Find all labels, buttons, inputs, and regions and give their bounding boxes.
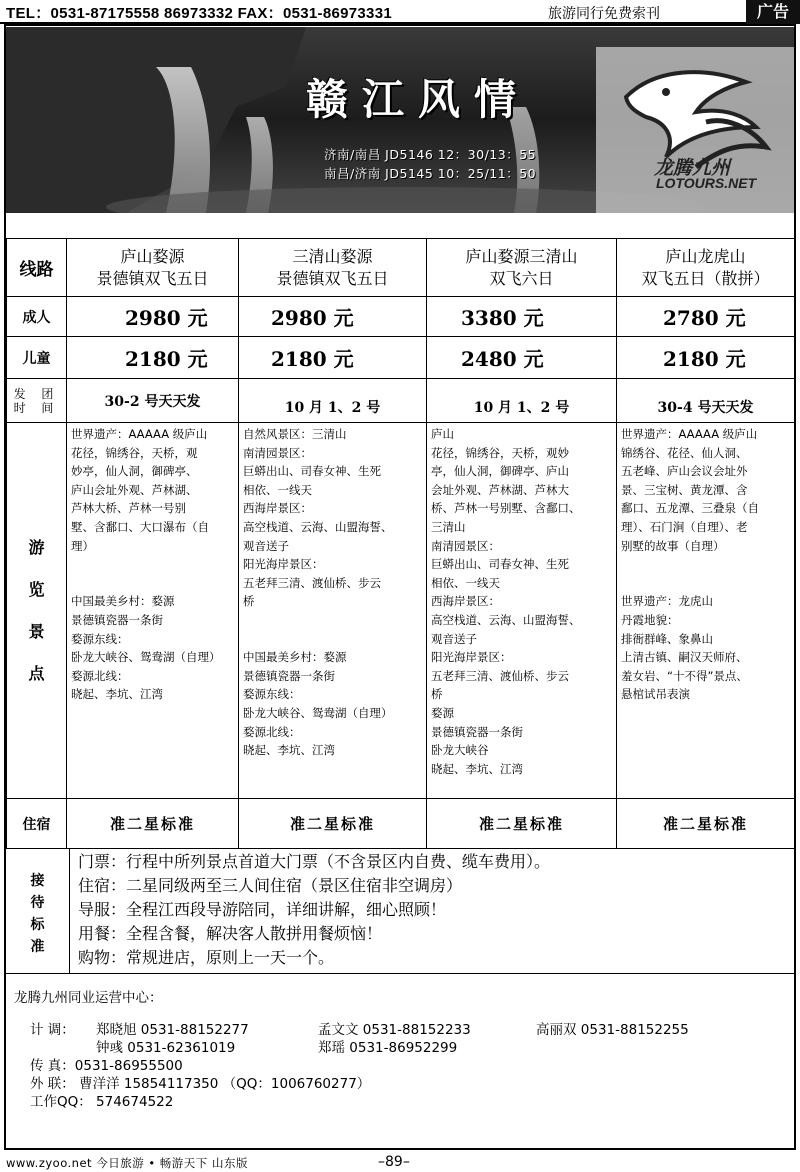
- contact-numbers: TEL：0531-87175558 86973332 FAX：0531-86973331: [6, 5, 392, 22]
- adult-price-row: [7, 297, 795, 337]
- adult-price-2: 2980 元: [239, 297, 427, 337]
- outreach-contact: 外 联： 曹洋洋 15854117350 （QQ：1006760277）: [30, 1076, 371, 1092]
- fax-number: 传 真：0531-86955500: [30, 1058, 183, 1074]
- child-price-3: 2480 元: [427, 337, 617, 379]
- stay-1: 准二星标准: [67, 799, 239, 849]
- route-label: 线路: [7, 239, 67, 297]
- spots-route-1: 世界遗产：AAAAA 级庐山 花径，锦绣谷，天桥，观 妙亭，仙人洞，御碑亭、 庐山会址外观、芦林湖、 芦林大桥、芦林一号别 墅、含鄱口、大口瀑布（自 理） 中国最美乡村：婺源 景德镇瓷器一条街 婺源东线： 卧龙大峡谷、鸳鸯湖（自理） 婺源北线： 晓起、李坑、江湾: [67, 423, 239, 799]
- flight-outbound: 济南/南昌 JD5146 12：30/13：55: [324, 147, 537, 162]
- stay-row: [7, 799, 795, 849]
- adult-label: 成人: [7, 297, 67, 337]
- departure-2: 10 月 1、2 号: [239, 379, 427, 423]
- spots-label-char: 游: [28, 537, 45, 557]
- child-price-4: 2180 元: [617, 337, 795, 379]
- departure-1: 30-2 号天天发: [67, 379, 239, 423]
- banner-title: 赣江风情: [306, 75, 531, 124]
- route-2: 三清山婺源 景德镇双飞五日: [239, 239, 427, 297]
- spots-row: [7, 423, 795, 799]
- route-row: [7, 239, 795, 297]
- departure-row: [7, 379, 795, 423]
- route-3: 庐山婺源三清山 双飞六日: [427, 239, 617, 297]
- top-bar: [0, 0, 800, 24]
- standard-tickets: 门票：行程中所列景点首道大门票（不含景区内自费、缆车费用）。: [78, 852, 551, 871]
- departure-4: 30-4 号天天发: [617, 379, 795, 423]
- brand-name: 龙腾九州: [654, 157, 731, 179]
- child-price-1: 2180 元: [67, 337, 239, 379]
- spots-label-char: 景: [28, 621, 45, 641]
- stay-3: 准二星标准: [427, 799, 617, 849]
- hero-banner: [6, 27, 794, 213]
- standards-label: [6, 848, 70, 974]
- page-number: –89–: [378, 1154, 410, 1170]
- departure-3: 10 月 1、2 号: [427, 379, 617, 423]
- page-footer: [0, 1152, 800, 1172]
- standards-label-char: 准: [30, 939, 45, 955]
- spots-route-4: 世界遗产：AAAAA 级庐山 锦绣谷、花径、仙人洞、 五老峰、庐山会议会址外 景、三宝树、黄龙潭、含 鄱口、五龙潭、三叠泉（自 理）、石门涧（自理）、老 别墅的故事（自理） 世界遗产：龙虎山 丹霞地貌： 排衙群峰、象鼻山 上清古镇、嗣汉天师府、 羞女岩、“十不得”景点、 悬棺试吊表演: [617, 423, 795, 799]
- stay-label: 住宿: [7, 799, 67, 849]
- contact-meng-wenwen: 孟文文 0531-88152233: [318, 1022, 471, 1038]
- flight-return: 南昌/济南 JD5145 10：25/11：50: [324, 166, 537, 181]
- spots-label-char: 点: [28, 663, 45, 683]
- operations-title: 龙腾九州同业运营中心：: [14, 990, 163, 1006]
- spots-route-2: 自然风景区：三清山 南清园景区： 巨蟒出山、司春女神、生死 相依、一线天 西海岸景区： 高空栈道、云海、山盟海誓、 观音送子 阳光海岸景区： 五老拜三清、渡仙桥、步云 桥 中国最美乡村：婺源 景德镇瓷器一条街 婺源东线： 卧龙大峡谷、鸳鸯湖（自理） 婺源北线： 晓起、李坑、江湾: [239, 423, 427, 799]
- standard-guide: 导服：全程江西段导游陪同，详细讲解，细心照顾！: [78, 900, 447, 919]
- ad-tag: 广告: [746, 0, 800, 24]
- standards-label-char: 待: [30, 895, 45, 911]
- contact-zheng-xiaoxu: 郑晓旭 0531-88152277: [96, 1022, 249, 1038]
- free-magazine-slogan: 旅游同行免费索刊: [548, 6, 660, 22]
- standard-shopping: 购物：常规进店，原则上一天一个。: [78, 948, 335, 967]
- contact-zheng-yao: 郑瑶 0531-86952299: [318, 1040, 458, 1056]
- footer-url: www.zyoo.net 今日旅游 • 畅游天下 山东版: [6, 1156, 248, 1170]
- spots-label: [7, 423, 67, 799]
- adult-price-3: 3380 元: [427, 297, 617, 337]
- child-price-2: 2180 元: [239, 337, 427, 379]
- service-standards: [6, 848, 794, 974]
- standards-label-char: 标: [30, 917, 45, 933]
- child-price-row: [7, 337, 795, 379]
- route-4: 庐山龙虎山 双飞五日（散拼）: [617, 239, 795, 297]
- contact-gao-lishuang: 高丽双 0531-88152255: [536, 1022, 689, 1038]
- standard-lodging: 住宿：二星同级两至三人间住宿（景区住宿非空调房）: [78, 876, 463, 895]
- adult-price-4: 2780 元: [617, 297, 795, 337]
- standard-meals: 用餐：全程含餐，解决客人散拼用餐烦恼！: [78, 924, 383, 943]
- child-label: 儿童: [7, 337, 67, 379]
- work-qq: 工作QQ： 574674522: [30, 1094, 174, 1110]
- standards-label-char: 接: [30, 873, 45, 889]
- stay-4: 准二星标准: [617, 799, 795, 849]
- departure-label: 发 团 时 间: [7, 379, 67, 423]
- standards-list: [78, 850, 550, 970]
- contact-zhong-yu: 钟彧 0531-62361019: [96, 1040, 236, 1056]
- brand-url: LOTOURS.NET: [656, 175, 757, 191]
- tour-table: [6, 238, 795, 849]
- plan-label: 计 调：: [30, 1022, 75, 1038]
- stay-2: 准二星标准: [239, 799, 427, 849]
- route-1: 庐山婺源 景德镇双飞五日: [67, 239, 239, 297]
- adult-price-1: 2980 元: [67, 297, 239, 337]
- spots-route-3: 庐山 花径，锦绣谷，天桥，观妙 亭，仙人洞，御碑亭、庐山 会址外观、芦林湖、芦林大 桥、芦林一号别墅、含鄱口、 三清山 南清园景区： 巨蟒出山、司春女神、生死 相依、一线天 西海岸景区： 高空栈道、云海、山盟海誓、 观音送子 阳光海岸景区： 五老拜三清、渡仙桥、步云 桥 婺源 景德镇瓷器一条街 卧龙大峡谷 晓起、李坑、江湾: [427, 423, 617, 799]
- spots-label-char: 览: [28, 579, 45, 599]
